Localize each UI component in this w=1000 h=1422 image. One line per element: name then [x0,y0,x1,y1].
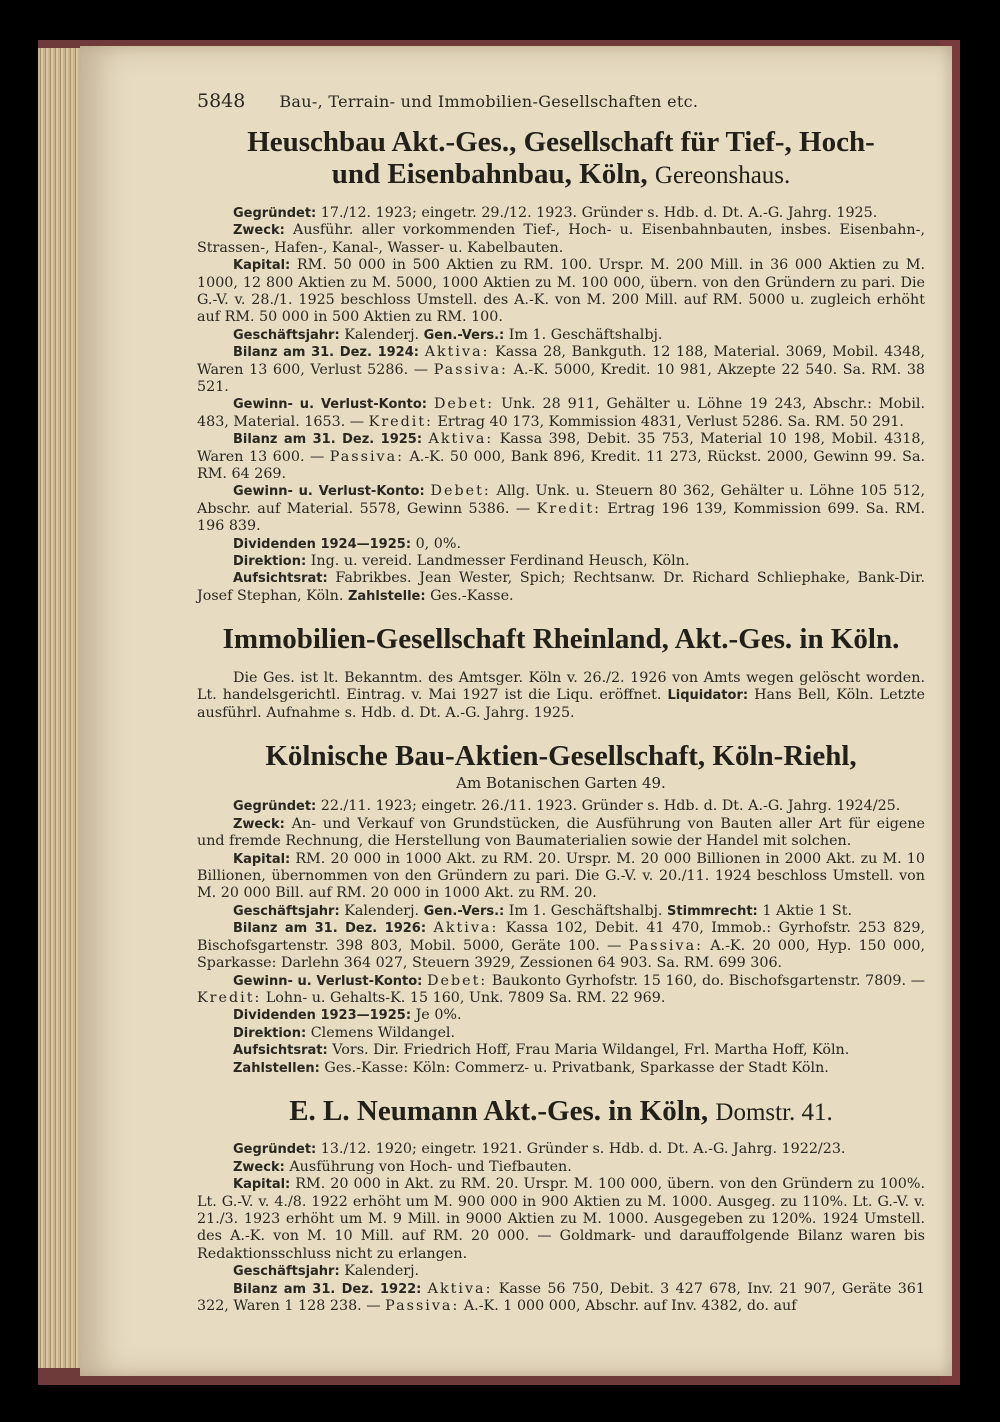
page-edges [38,48,80,1368]
field-zweck: Zweck: An- und Verkauf von Grundstücken, die Ausführung von Bauten aller Art für eigene und fremde Rechnung, die Herstellung von Baumaterialien sowie der Handel mit solchen. [197,815,925,850]
entry-koelnische-bau [197,740,925,1077]
field-aufsichtsrat: Aufsichtsrat: Fabrikbes. Jean Wester, Spich; Rechtsanw. Dr. Richard Schliephake, Bank-Dir. Josef Stephan, Köln. Zahlstelle: Ges.-Kasse. [197,570,925,604]
entry-heuschbau [197,126,925,605]
field-dividenden: Dividenden 1923—1925: Je 0%. [233,1007,462,1024]
field-geschaeftsjahr: Geschäftsjahr: Kalenderj. Gen.-Vers.: Im 1. Geschäftshalbj. Stimmrecht: 1 Aktie 1 St. [233,902,852,919]
title-name: E. L. Neumann Akt.-Ges. in Köln, [289,1094,709,1127]
running-title: Bau-, Terrain- und Immobilien-Gesellschaften etc. [279,92,699,111]
page-number: 5848 [197,90,246,112]
field-zweck: Zweck: Ausführ. aller vorkommenden Tief-, Hoch- u. Eisenbahnbauten, insbes. Eisenbahn-, Strassen-, Hafen-, Kanal-, Wasser- u. Kabelbauten. [197,222,925,256]
field-gegruendet: Gegründet: 22./11. 1923; eingetr. 26./11. 1923. Gründer s. Hdb. d. Dt. A.-G. Jahrg. 1924/25. [233,798,901,815]
field-bilanz-1924: Bilanz am 31. Dez. 1924: Aktiva: Kassa 28, Bankguth. 12 188, Material. 3069, Mobil. 4348, Waren 13 600, Verlust 5286. — Passiva: A.-K. 5000, Kredit. 10 981, Akzepte 22 540. Sa. RM. 38 521. [197,344,926,395]
entry-title: Kölnische Bau-Aktien-Gesellschaft, Köln-Riehl, [265,739,857,772]
page-content [197,90,925,1315]
running-header [197,90,925,112]
entry-rheinland [197,623,925,722]
title-line-1: Heuschbau Akt.-Ges., Gesellschaft für Tief-, Hoch- [247,126,875,158]
field-direktion: Direktion: Clemens Wildangel. [233,1024,456,1041]
field-zweck: Zweck: Ausführung von Hoch- und Tiefbauten. [233,1158,572,1175]
entry-title [197,1095,925,1127]
field-kapital: Kapital: RM. 20 000 in 1000 Akt. zu RM. 20. Urspr. M. 20 000 Billionen in 2000 Akt. zu M. 10 Billionen, übernommen von den Gründern zu pari. Die G.-V. v. 20./11. 1924 beschloss Umstell. von M. 20 000 Bill. auf RM. 20 000 in 1000 Akt. zu RM. 20. [197,850,925,902]
field-gegruendet: Gegründet: 13./12. 1920; eingetr. 1921. Gründer s. Hdb. d. Dt. A.-G. Jahrg. 1922/23. [233,1141,846,1158]
field-guv: Gewinn- u. Verlust-Konto: Debet: Baukonto Gyrhofstr. 15 160, do. Bischofsgartenstr. 7809. — Kredit: Lohn- u. Gehalts-K. 15 160, Unk. 7809 Sa. RM. 22 969. [197,972,926,1006]
title-line-2: und Eisenbahnbau, Köln, [331,158,648,191]
field-bilanz-1925: Bilanz am 31. Dez. 1925: Aktiva: Kassa 398, Debit. 35 753, Material 10 198, Mobil. 4318, Waren 13 600. — Passiva: A.-K. 50 000, Bank 896, Kredit. 11 273, Rückst. 2000, Gewinn 99. Sa. RM. 64 269. [197,431,926,483]
field-geschaeftsjahr: Geschäftsjahr: Kalenderj. Gen.-Vers.: Im 1. Geschäftshalbj. [233,326,663,343]
title-address: Gereonshaus. [654,162,791,190]
entry-title: Immobilien-Gesellschaft Rheinland, Akt.-Ges. in Köln. [222,623,900,656]
field-zahlstellen: Zahlstellen: Ges.-Kasse: Köln: Commerz- u. Privatbank, Sparkasse der Stadt Köln. [233,1059,829,1076]
field-aufsichtsrat: Aufsichtsrat: Vors. Dir. Friedrich Hoff, Frau Maria Wildangel, Frl. Martha Hoff, Köln. [233,1042,850,1059]
field-dividenden: Dividenden 1924—1925: 0, 0%. [233,535,461,552]
entry-address: Am Botanischen Garten 49. [456,774,666,793]
field-geschaeftsjahr: Geschäftsjahr: Kalenderj. [233,1263,420,1280]
field-guv-1924: Gewinn- u. Verlust-Konto: Debet: Unk. 28 911, Gehälter u. Löhne 19 243, Abschr.: Mobil. 483, Material. 1653. — Kredit: Ertrag 40 173, Kommission 4831, Verlust 5286. Sa. RM. 50 291. [197,396,926,430]
field-bilanz-1922: Bilanz am 31. Dez. 1922: Aktiva: Kasse 56 750, Debit. 3 427 678, Inv. 21 907, Geräte 361 322, Waren 1 128 238. — Passiva: A.-K. 1 000 000, Abschr. auf Inv. 4382, do. auf [197,1280,925,1315]
field-gegruendet: Gegründet: 17./12. 1923; eingetr. 29./12. 1923. Gründer s. Hdb. d. Dt. A.-G. Jahrg. 1925. [233,204,878,221]
entry-title [197,126,925,191]
title-address: Domstr. 41. [715,1098,833,1126]
field-direktion: Direktion: Ing. u. vereid. Landmesser Ferdinand Heusch, Köln. [233,553,690,570]
field-guv-1925: Gewinn- u. Verlust-Konto: Debet: Allg. Unk. u. Steuern 80 362, Gehälter u. Löhne 105 512, Abschr. auf Material. 5578, Gewinn 5386. — Kredit: Ertrag 196 139, Kommission 699. Sa. RM. 196 839. [197,483,926,535]
field-body: Die Ges. ist lt. Bekanntm. des Amtsger. Köln v. 26./2. 1926 von Amts wegen gelöscht worden. Lt. handelsgerichtl. Eintrag. v. Mai 1927 ist die Liqu. eröffnet. Liquidator: Hans Bell, Köln. Letzte ausführl. Aufnahme s. Hdb. d. Dt. A.-G. Jahrg. 1925. [197,669,926,721]
entry-neumann [197,1095,925,1316]
field-kapital: Kapital: RM. 50 000 in 500 Aktien zu RM. 100. Urspr. M. 200 Mill. in 36 000 Aktien zu M. 1000, 12 800 Aktien zu M. 5000, 1000 Aktien zu M. 100 000, übern. von den Gründern zu pari. Die G.-V. v. 28./1. 1925 beschloss Umstell. des A.-K. von M. 200 Mill. auf RM. 5000 u. zugleich erhöht auf RM. 50 000 in 500 Aktien zu RM. 100. [197,257,925,326]
field-kapital: Kapital: RM. 20 000 in Akt. zu RM. 20. Urspr. M. 100 000, übern. von den Gründern zu 100%. Lt. G.-V. v. 4./8. 1922 erhöht um M. 900 000 in 900 Aktien zu M. 1000. Ausgeg. zu 110%. Lt. G.-V. v. 21./3. 1923 erhöht um M. 9 Mill. in 9000 Aktien zu M. 1000. Ausgegeben zu 120%. 1924 Umstell. des A.-K. von M. 10 Mill. auf RM. 20 000. — Goldmark- und darauffolgende Bilanz waren bis Redaktionsschluss nicht zu erlangen. [197,1176,925,1262]
field-bilanz-1926: Bilanz am 31. Dez. 1926: Aktiva: Kassa 102, Debit. 41 470, Immob.: Gyrhofstr. 253 829, Bischofsgartenstr. 398 803, Mobil. 5000, Geräte 100. — Passiva: A.-K. 20 000, Hyp. 150 000, Sparkasse: Darlehn 364 027, Steuern 3929, Zessionen 64 903. Sa. RM. 699 306. [197,920,926,972]
